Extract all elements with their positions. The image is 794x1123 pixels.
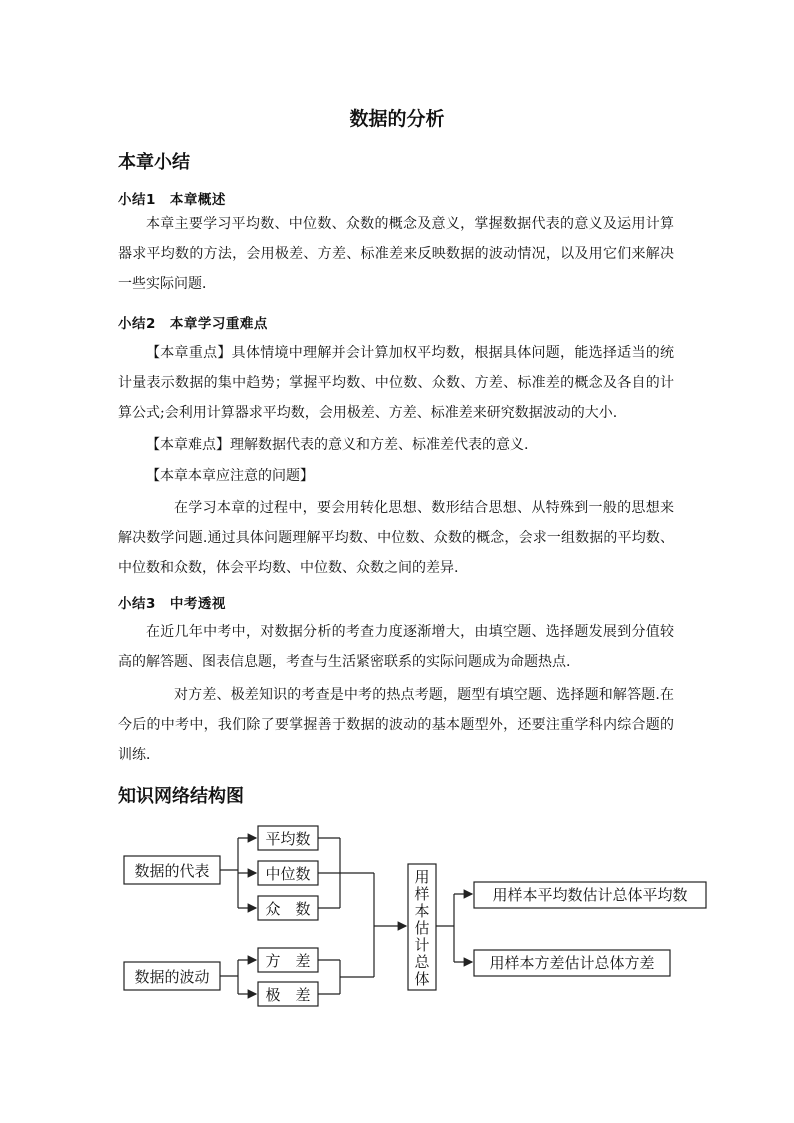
estimate-char-7: 体 — [414, 970, 430, 988]
difficult-points-label: 【本章难点】 — [146, 437, 230, 453]
notes-body: 在学习本章的过程中，要会用转化思想、数形结合思想、从特殊到一般的思想来解决数学问题.通过具体问题理解平均数、中位数、众数的概念，会求一组数据的平均数、中位数和众数，体会平均数、中位数、众数之间的差异. — [118, 500, 674, 576]
estimate-char-5: 计 — [414, 936, 430, 954]
page-title: 数据的分析 — [349, 108, 445, 130]
section-3-heading — [118, 592, 226, 612]
section-2-heading — [118, 312, 268, 332]
section-1-title: 本章概述 — [169, 192, 226, 208]
estimate-char-2: 样 — [414, 885, 430, 903]
sample-variance-label: 用样本方差估计总体方差 — [489, 954, 655, 972]
estimate-char-3: 本 — [414, 902, 430, 920]
knowledge-network-diagram — [118, 822, 718, 1022]
sample-mean-label: 用样本平均数估计总体平均数 — [492, 886, 688, 904]
section-2-number: 小结2 — [118, 316, 156, 332]
notes-label: 【本章本章应注意的问题】 — [146, 468, 314, 484]
key-points-label: 【本章重点】 — [146, 345, 232, 361]
section-1-number: 小结1 — [118, 192, 156, 208]
exam-paragraph-2: 对方差、极差知识的考查是中考的热点考题，题型有填空题、选择题和解答题.在今后的中考中，我们除了要掌握善于数据的波动的基本题型外，还要注重学科内综合题的训练． — [118, 687, 674, 763]
mean-label: 平均数 — [265, 830, 311, 848]
difficult-points-body: 理解数据代表的意义和方差、标准差代表的意义. — [230, 437, 529, 453]
data-representation-label: 数据的代表 — [134, 862, 210, 880]
difficult-points-paragraph — [118, 430, 674, 460]
section-3-number: 小结3 — [118, 596, 156, 612]
key-points-body: 具体情境中理解并会计算加权平均数，根据具体问题，能选择适当的统计量表示数据的集中趋势；掌握平均数、中位数、众数、方差、标准差的概念及各自的计算公式;会利用计算器求平均数，会用极差、方差、标准差来研究数据波动的大小. — [118, 345, 675, 421]
data-fluctuation-label: 数据的波动 — [134, 968, 210, 986]
estimate-char-6: 总 — [414, 953, 430, 971]
key-points-paragraph — [118, 338, 674, 428]
estimate-char-1: 用 — [414, 868, 430, 886]
mode-label: 众 数 — [265, 900, 311, 918]
estimate-char-4: 估 — [414, 919, 430, 937]
range-label: 极 差 — [265, 986, 311, 1004]
section-1-heading — [118, 188, 226, 208]
network-heading: 知识网络结构图 — [118, 786, 244, 807]
variance-label: 方 差 — [265, 952, 311, 970]
section-1-body: 本章主要学习平均数、中位数、众数的概念及意义，掌握数据代表的意义及运用计算器求平均数的方法，会用极差、方差、标准差来反映数据的波动情况，以及用它们来解决一些实际问题． — [118, 216, 674, 292]
chapter-summary-heading: 本章小结 — [118, 152, 190, 173]
section-2-title: 本章学习重难点 — [169, 316, 268, 332]
section-3-title: 中考透视 — [169, 596, 226, 612]
exam-paragraph-1: 在近几年中考中，对数据分析的考查力度逐渐增大，由填空题、选择题发展到分值较高的解答题、图表信息题，考查与生活紧密联系的实际问题成为命题热点. — [118, 624, 674, 670]
median-label: 中位数 — [265, 865, 311, 883]
